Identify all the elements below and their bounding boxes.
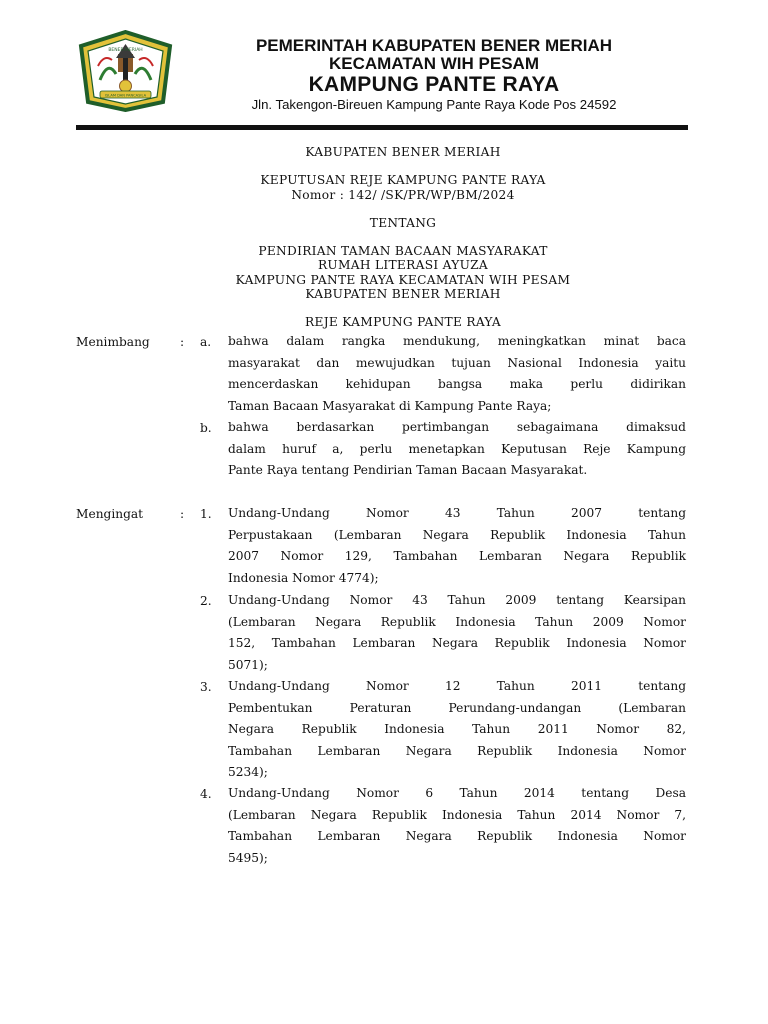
section-colon: : bbox=[180, 335, 185, 349]
item-line: mencerdaskan kehidupan bangsa maka perlu didirikan bbox=[228, 377, 686, 391]
logo-band-caption: ISLAM DAN PANCASILA bbox=[104, 93, 147, 98]
item-marker: 3. bbox=[200, 680, 212, 694]
section-colon: : bbox=[180, 507, 185, 521]
item-marker: 1. bbox=[200, 507, 212, 521]
item-line: Undang-Undang Nomor 6 Tahun 2014 tentang Desa bbox=[228, 786, 686, 800]
item-line: Tambahan Lembaran Negara Republik Indonesia Nomor bbox=[228, 743, 686, 758]
item-line: 2007 Nomor 129, Tambahan Lembaran Negara Republik bbox=[228, 549, 686, 563]
item-line: Undang-Undang Nomor 43 Tahun 2009 tentang Kearsipan bbox=[228, 593, 686, 607]
letterhead bbox=[180, 37, 688, 112]
item-line: masyarakat dan mewujudkan tujuan Nasional Indonesia yaitu bbox=[228, 355, 686, 370]
regency-heading: KABUPATEN BENER MERIAH bbox=[305, 145, 501, 159]
government-title: PEMERINTAH KABUPATEN BENER MERIAH bbox=[255, 36, 613, 55]
section-label: Mengingat bbox=[76, 507, 144, 521]
item-marker: 2. bbox=[200, 594, 212, 608]
item-line: 5495); bbox=[228, 850, 268, 865]
item-line: 5234); bbox=[228, 765, 268, 779]
item-line: Tambahan Lembaran Negara Republik Indonesia Nomor bbox=[228, 829, 686, 843]
district-title: KECAMATAN WIH PESAM bbox=[329, 53, 539, 73]
village-title: KAMPUNG PANTE RAYA bbox=[308, 72, 560, 96]
item-marker: a. bbox=[200, 335, 212, 349]
bener-meriah-emblem-icon bbox=[78, 30, 173, 112]
list-item bbox=[228, 590, 686, 676]
issuer-heading: REJE KAMPUNG PANTE RAYA bbox=[305, 315, 501, 329]
item-line: dalam huruf a, perlu menetapkan Keputusan Reje Kampung bbox=[228, 441, 686, 456]
item-line: Undang-Undang Nomor 43 Tahun 2007 tentang bbox=[228, 506, 686, 520]
subject-line-4: KABUPATEN BENER MERIAH bbox=[305, 287, 501, 301]
item-line: (Lembaran Negara Republik Indonesia Tahun 2009 Nomor bbox=[228, 614, 686, 629]
item-line: Perpustakaan (Lembaran Negara Republik Indonesia Tahun bbox=[228, 527, 686, 542]
subject-line-3: KAMPUNG PANTE RAYA KECAMATAN WIH PESAM bbox=[235, 273, 571, 287]
address-line: Jln. Takengon-Bireuen Kampung Pante Raya Kode Pos 24592 bbox=[251, 96, 617, 112]
item-line: Taman Bacaan Masyarakat di Kampung Pante Raya; bbox=[228, 398, 552, 413]
item-line: Undang-Undang Nomor 12 Tahun 2011 tentang bbox=[228, 679, 686, 693]
item-line: Pante Raya tentang Pendirian Taman Bacaan Masyarakat. bbox=[228, 463, 588, 477]
item-line: (Lembaran Negara Republik Indonesia Tahun 2014 Nomor 7, bbox=[228, 807, 686, 822]
decree-number: Nomor : 142/ /SK/PR/WP/BM/2024 bbox=[291, 188, 515, 202]
item-line: 5071); bbox=[228, 657, 268, 672]
subject-line-1: PENDIRIAN TAMAN BACAAN MASYARAKAT bbox=[258, 244, 548, 258]
item-line: Pembentukan Peraturan Perundang-undangan (Lembaran bbox=[228, 700, 686, 715]
decree-title: KEPUTUSAN REJE KAMPUNG PANTE RAYA bbox=[260, 173, 546, 187]
list-item bbox=[228, 417, 686, 482]
list-item bbox=[228, 676, 686, 784]
list-item bbox=[228, 331, 686, 417]
item-marker: b. bbox=[200, 421, 212, 435]
item-line: bahwa dalam rangka mendukung, meningkatkan minat baca bbox=[228, 334, 686, 348]
item-line: 152, Tambahan Lembaran Negara Republik Indonesia Nomor bbox=[228, 636, 686, 650]
section-label: Menimbang bbox=[76, 335, 150, 349]
about-heading: TENTANG bbox=[369, 216, 437, 230]
list-item bbox=[228, 783, 686, 869]
item-marker: 4. bbox=[200, 787, 212, 801]
logo-caption: BENER MERIAH bbox=[108, 48, 143, 53]
item-line: bahwa berdasarkan pertimbangan sebagaimana dimaksud bbox=[228, 420, 686, 434]
item-line: Negara Republik Indonesia Tahun 2011 Nomor 82, bbox=[228, 722, 686, 736]
letterhead-divider bbox=[76, 125, 688, 130]
item-line: Indonesia Nomor 4774); bbox=[228, 570, 379, 585]
list-item bbox=[228, 503, 686, 589]
subject-line-2: RUMAH LITERASI AYUZA bbox=[317, 258, 489, 272]
